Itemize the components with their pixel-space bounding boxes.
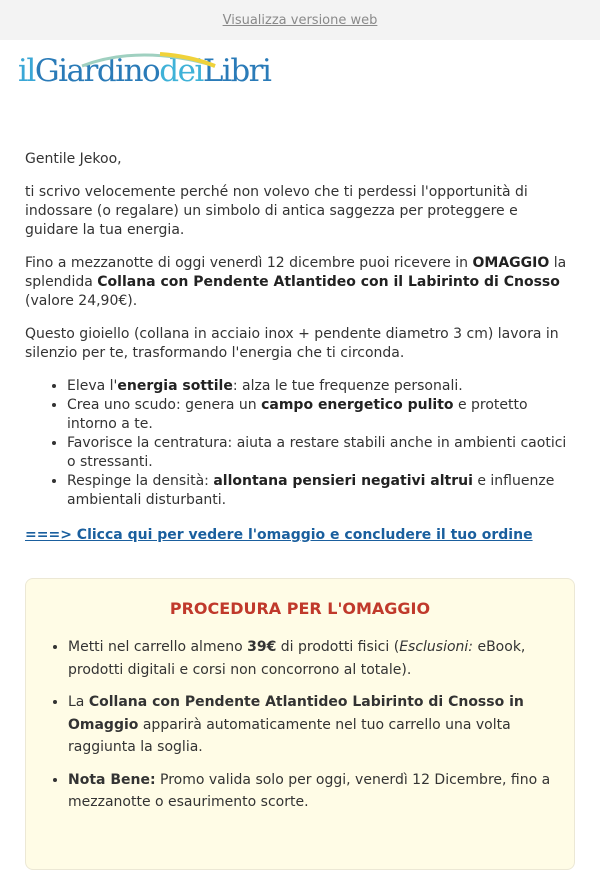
email-body	[0, 150, 600, 545]
logo-dei: dei	[159, 53, 203, 89]
benefits-list	[25, 377, 575, 510]
procedure-item: • Nota Bene: Promo valida solo per oggi, venerdì 12 Dicembre, fino a mezzanotte o esaurimento scorte.	[68, 769, 552, 814]
logo-arc-icon	[80, 48, 220, 70]
top-bar	[0, 0, 600, 40]
offer-price: (valore 24,90€).	[25, 293, 138, 309]
procedure-item: • Metti nel carrello almeno 39€ di prodotti fisici (Esclusioni: eBook, prodotti digitali e corsi non concorrono al totale).	[68, 636, 552, 681]
offer-text: Fino a mezzanotte di oggi venerdì 12 dicembre puoi ricevere in	[25, 255, 473, 271]
logo[interactable]	[18, 53, 271, 89]
benefit-item: • Eleva l'energia sottile: alza le tue frequenze personali.	[67, 377, 575, 396]
benefit-item: • Crea uno scudo: genera un campo energetico pulito e protetto intorno a te.	[67, 396, 575, 434]
procedure-list	[48, 636, 552, 814]
header	[0, 40, 600, 150]
offer-omaggio: OMAGGIO	[472, 255, 550, 271]
procedure-item: • La Collana con Pendente Atlantideo Labirinto di Cnosso in Omaggio apparirà automaticamente nel tuo carrello una volta raggiunta la soglia.	[68, 691, 552, 759]
offer-text: la splendida	[25, 255, 567, 290]
procedure-title: PROCEDURA PER L'OMAGGIO	[169, 599, 431, 618]
logo-giardino: Giardino	[34, 53, 160, 89]
greeting: Gentile Jekoo,	[25, 151, 122, 167]
offer-product-name: Collana con Pendente Atlantideo con il Labirinto di Cnosso	[97, 274, 560, 290]
benefit-item: • Respinge la densità: allontana pensieri negativi altrui e influenze ambientali disturbanti.	[67, 472, 575, 510]
logo-il: il	[18, 53, 35, 89]
cta-link[interactable]: ===> Clicca qui per vedere l'omaggio e concludere il tuo ordine	[25, 527, 533, 543]
view-web-version-link[interactable]: Visualizza versione web	[222, 12, 378, 28]
description-paragraph: Questo gioiello (collana in acciaio inox + pendente diametro 3 cm) lavora in silenzio per te, trasformando l'energia che ti circonda.	[25, 326, 559, 361]
intro-paragraph: ti scrivo velocemente perché non volevo che ti perdessi l'opportunità di indossare (o regalare) un simbolo di antica saggezza per proteggere e guidare la tua energia.	[25, 184, 528, 238]
procedure-box	[25, 578, 575, 870]
benefit-item: • Favorisce la centratura: aiuta a restare stabili anche in ambienti caotici o stressanti.	[67, 434, 575, 472]
logo-libri: Libri	[202, 53, 271, 89]
offer-paragraph	[25, 254, 575, 311]
